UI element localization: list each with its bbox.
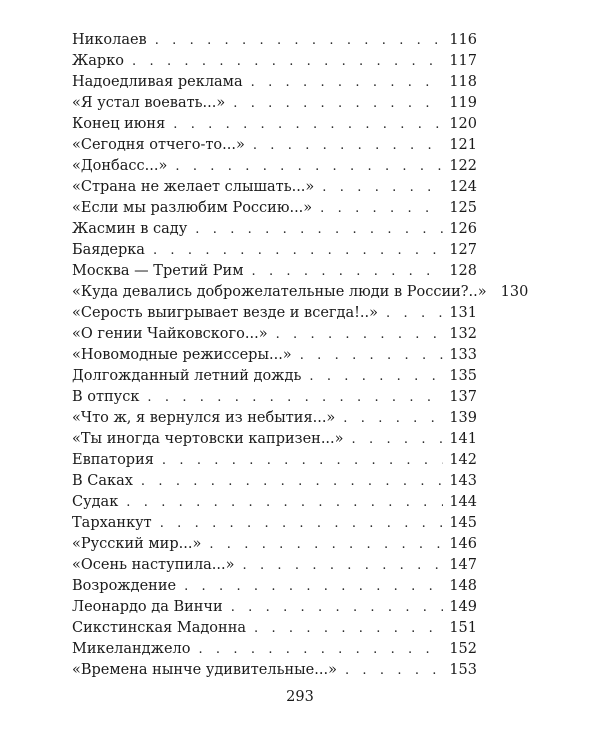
toc-entry-title: В отпуск xyxy=(72,389,140,405)
toc-entry-title: «Донбасс...» xyxy=(72,158,168,174)
dot-leader xyxy=(155,30,444,51)
toc-entry xyxy=(72,156,477,177)
toc-entry-page: 141 xyxy=(449,431,477,447)
dot-leader xyxy=(309,366,443,387)
toc-entry xyxy=(72,387,477,408)
toc-entry-page: 146 xyxy=(449,536,477,552)
toc-entry xyxy=(72,303,477,324)
toc-entry xyxy=(72,366,477,387)
page-number: 293 xyxy=(286,689,314,705)
dot-leader xyxy=(233,93,443,114)
toc-entry-page: 117 xyxy=(449,53,477,69)
toc-entry-page: 120 xyxy=(449,116,477,132)
dot-leader xyxy=(251,72,444,93)
toc-entry-title: «О гении Чайковского...» xyxy=(72,326,268,342)
toc-entry xyxy=(72,198,477,219)
toc-entry-page: 149 xyxy=(449,599,477,615)
toc-entry-title: «Сегодня отчего-то...» xyxy=(72,137,245,153)
toc-entry-title: «Времена нынче удивительные...» xyxy=(72,662,337,678)
toc-entry-page: 145 xyxy=(449,515,477,531)
toc-entry xyxy=(72,324,477,345)
dot-leader xyxy=(195,219,443,240)
toc-entry xyxy=(72,114,477,135)
toc-entry-title: Москва — Третий Рим xyxy=(72,263,244,279)
toc-entry xyxy=(72,639,477,660)
dot-leader xyxy=(320,198,443,219)
toc-entry-title: «Что ж, я вернулся из небытия...» xyxy=(72,410,336,426)
toc-entry-page: 143 xyxy=(449,473,477,489)
toc-entry-page: 144 xyxy=(449,494,477,510)
toc-entry-title: «Я устал воевать...» xyxy=(72,95,226,111)
toc-entry xyxy=(72,72,477,93)
toc-entry-title: В Саках xyxy=(72,473,133,489)
toc-entry-title: Жасмин в саду xyxy=(72,221,188,237)
toc-entry-title: Леонардо да Винчи xyxy=(72,599,223,615)
toc-entry xyxy=(72,93,477,114)
dot-leader xyxy=(173,114,443,135)
toc-entry xyxy=(72,660,477,681)
toc-entry-page: 122 xyxy=(449,158,477,174)
dot-leader xyxy=(253,135,443,156)
toc-entry xyxy=(72,177,477,198)
toc-entry-title: «Осень наступила...» xyxy=(72,557,235,573)
toc-entry-title: Судак xyxy=(72,494,119,510)
dot-leader xyxy=(276,324,444,345)
toc-entry-page: 133 xyxy=(449,347,477,363)
dot-leader xyxy=(343,408,443,429)
toc-entry-title: «Ты иногда чертовски капризен...» xyxy=(72,431,344,447)
toc-entry xyxy=(72,408,477,429)
toc-entry-page: 126 xyxy=(449,221,477,237)
toc-entry-title: Жарко xyxy=(72,53,125,69)
toc-entry-page: 142 xyxy=(449,452,477,468)
toc-entry-title: «Если мы разлюбим Россию...» xyxy=(72,200,313,216)
toc-entry-title: Долгожданный летний дождь xyxy=(72,368,302,384)
toc-entry-page: 118 xyxy=(449,74,477,90)
toc-entry xyxy=(72,534,477,555)
toc-entry-page: 125 xyxy=(449,200,477,216)
toc-entry xyxy=(72,219,477,240)
toc-entry-title: «Серость выигрывает везде и всегда!..» xyxy=(72,305,379,321)
toc-entry-page: 131 xyxy=(449,305,477,321)
toc-entry-title: Сикстинская Мадонна xyxy=(72,620,246,636)
toc-entry-title: Евпатория xyxy=(72,452,154,468)
dot-leader xyxy=(175,156,443,177)
toc-entry-page: 127 xyxy=(449,242,477,258)
toc-entry-title: «Куда девались доброжелательные люди в России?..» xyxy=(72,284,487,300)
dot-leader xyxy=(345,660,443,681)
toc-entry-page: 135 xyxy=(449,368,477,384)
toc-entry-title: Баядерка xyxy=(72,242,145,258)
toc-entry-page: 147 xyxy=(449,557,477,573)
dot-leader xyxy=(352,429,444,450)
toc-entry xyxy=(72,261,477,282)
toc-entry-title: «Русский мир...» xyxy=(72,536,202,552)
toc-entry-title: Микеланджело xyxy=(72,641,191,657)
toc-entry-page: 148 xyxy=(449,578,477,594)
toc-entry-title: Николаев xyxy=(72,32,147,48)
dot-leader xyxy=(153,240,443,261)
toc-entry-page: 153 xyxy=(449,662,477,678)
toc-entry-page: 121 xyxy=(449,137,477,153)
dot-leader xyxy=(162,450,443,471)
dot-leader xyxy=(243,555,444,576)
table-of-contents xyxy=(72,30,529,681)
toc-entry xyxy=(72,345,477,366)
toc-entry xyxy=(72,471,477,492)
toc-entry-page: 132 xyxy=(449,326,477,342)
toc-entry xyxy=(72,513,477,534)
toc-entry xyxy=(72,576,477,597)
toc-entry-title: «Страна не желает слышать...» xyxy=(72,179,315,195)
toc-entry xyxy=(72,30,477,51)
dot-leader xyxy=(251,261,443,282)
toc-entry-title: Надоедливая реклама xyxy=(72,74,243,90)
dot-leader xyxy=(126,492,443,513)
toc-entry-page: 119 xyxy=(449,95,477,111)
toc-entry-page: 137 xyxy=(449,389,477,405)
toc-entry xyxy=(72,492,477,513)
toc-entry-page: 124 xyxy=(449,179,477,195)
dot-leader xyxy=(254,618,443,639)
toc-entry-title: «Новомодные режиссеры...» xyxy=(72,347,292,363)
toc-entry-page: 130 xyxy=(500,284,529,300)
dot-leader xyxy=(209,534,443,555)
dot-leader xyxy=(322,177,443,198)
toc-entry xyxy=(72,597,477,618)
dot-leader xyxy=(132,51,443,72)
toc-entry-page: 151 xyxy=(449,620,477,636)
toc-entry xyxy=(72,450,477,471)
dot-leader xyxy=(184,576,443,597)
toc-entry xyxy=(72,282,529,303)
toc-entry-page: 116 xyxy=(449,32,477,48)
toc-entry xyxy=(72,51,477,72)
dot-leader xyxy=(300,345,444,366)
toc-entry xyxy=(72,240,477,261)
toc-entry-page: 128 xyxy=(449,263,477,279)
dot-leader xyxy=(386,303,443,324)
toc-entry-title: Тарханкут xyxy=(72,515,152,531)
dot-leader xyxy=(160,513,444,534)
toc-entry xyxy=(72,429,477,450)
toc-entry-page: 139 xyxy=(449,410,477,426)
toc-entry xyxy=(72,135,477,156)
toc-entry-title: Конец июня xyxy=(72,116,166,132)
toc-entry xyxy=(72,555,477,576)
dot-leader xyxy=(231,597,444,618)
toc-entry-page: 152 xyxy=(449,641,477,657)
dot-leader xyxy=(147,387,443,408)
toc-entry xyxy=(72,618,477,639)
dot-leader xyxy=(141,471,443,492)
dot-leader xyxy=(198,639,443,660)
toc-entry-title: Возрождение xyxy=(72,578,177,594)
